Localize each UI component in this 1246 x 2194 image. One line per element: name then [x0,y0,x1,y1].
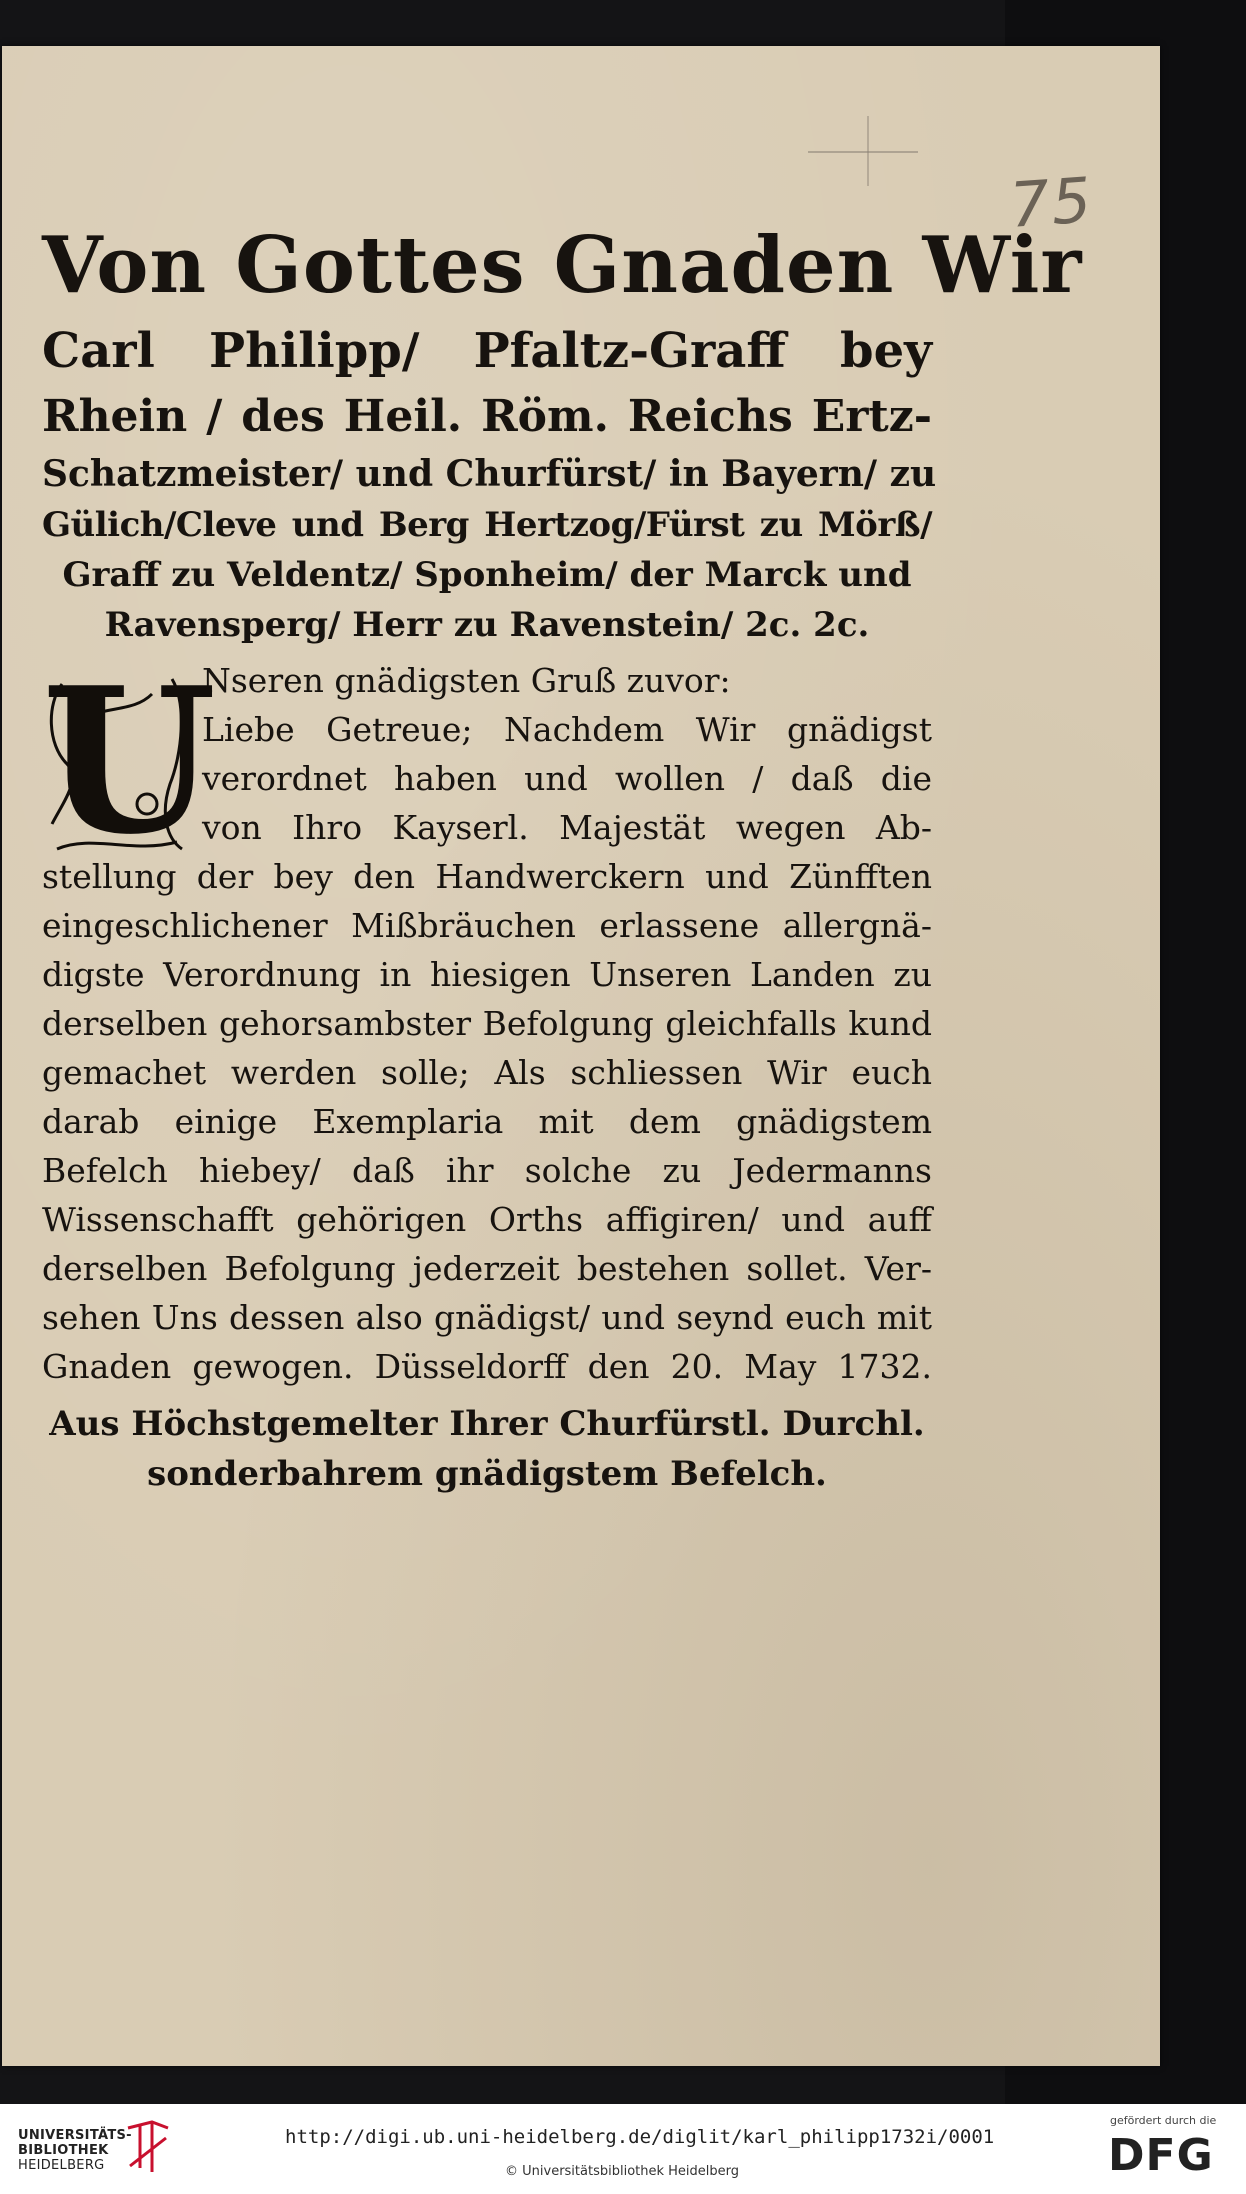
library-logo[interactable] [18,2128,132,2173]
body-line: von Ihro Kayserl. Majestät wegen Ab- [202,808,932,847]
body-line: darab einige Exemplaria mit dem gnädigstem [42,1102,932,1141]
closing-line: Aus Höchstgemelter Ihrer Churfürstl. Durchl. [49,1404,925,1444]
initial-letter: U [42,644,217,879]
body-line: digste Verordnung in hiesigen Unseren Landen zu [42,955,932,994]
body-line: stellung der bey den Handwerckern und Zünfften [42,857,932,896]
pencil-stroke [867,116,869,186]
body-line: eingeschlichener Mißbräuchen erlassene allergnä- [42,906,932,945]
decree-body [42,644,932,1499]
body-line: sehen Uns dessen also gnädigst/ und seynd euch mit [42,1298,932,1337]
folio-number: 75 [1007,163,1096,242]
heading-line: Ravensperg/ Herr zu Ravenstein/ 2c. 2c. [104,605,870,645]
body-line: Gnaden gewogen. Düsseldorff den 20. May 1732. [42,1347,932,1386]
document-page [2,46,1160,2066]
body-line: gemachet werden solle; Als schliessen Wir euch [42,1053,932,1092]
dfg-logo[interactable]: DFG [1108,2130,1214,2181]
body-line: derselben gehorsambster Befolgung gleichfalls kund [42,1004,932,1043]
heading-line: Graff zu Veldentz/ Sponheim/ der Marck und [62,555,912,595]
copyright-text: © Universitätsbibliothek Heidelberg [505,2164,740,2179]
decree-text [42,216,1083,1499]
body-line: Befelch hiebey/ daß ihr solche zu Jedermanns [42,1151,932,1190]
library-emblem-icon [122,2118,174,2176]
heading-line: Schatzmeister/ und Churfürst/ in Bayern/ zu [42,453,937,495]
body-line: Wissenschafft gehörigen Orths affigiren/ und auff [42,1200,932,1239]
heading-line: Carl Philipp/ Pfaltz-Graff bey [42,323,932,379]
heading-line: Gülich/Cleve und Berg Hertzog/Fürst zu Mörß/ [42,505,932,545]
funding-note: gefördert durch die [1110,2114,1217,2127]
heading-line: Rhein / des Heil. Röm. Reichs Ertz- [42,391,932,442]
body-line: verordnet haben und wollen / daß die [202,759,932,798]
body-line: Liebe Getreue; Nachdem Wir gnädigst [202,710,932,749]
permalink-url[interactable]: http://digi.ub.uni-heidelberg.de/diglit/karl_philipp1732i/0001 [285,2126,995,2148]
closing-line: sonderbahrem gnädigstem Befelch. [147,1454,827,1494]
decree-title: Von Gottes Gnaden Wir [42,220,1083,311]
body-line: Nseren gnädigsten Gruß zuvor: [202,661,731,700]
body-line: derselben Befolgung jederzeit bestehen sollet. Ver- [42,1249,932,1288]
pencil-stroke [808,151,918,153]
viewer-footer [0,2104,1246,2194]
library-name-line: BIBLIOTHEK [18,2143,109,2158]
library-name-line: UNIVERSITÄTS- [18,2128,132,2143]
library-name-line: HEIDELBERG [18,2158,105,2173]
